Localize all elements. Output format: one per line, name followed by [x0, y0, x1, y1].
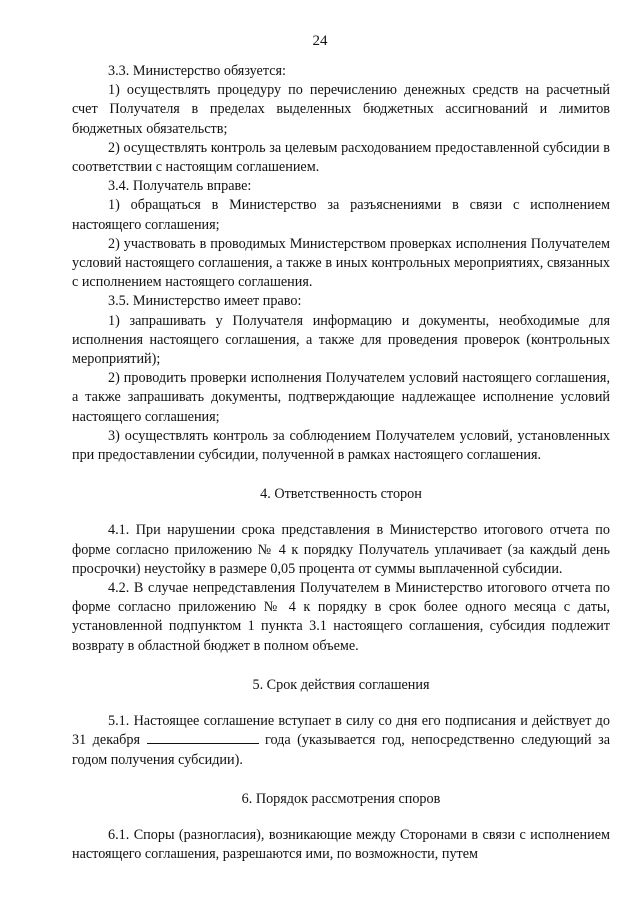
clause-4-1: 4.1. При нарушении срока представления в Министерство итогового отчета по форме согласно приложению № 4 к порядку Получатель уплачивает (за каждый день просрочки) неустойку в размере 0,05 процента от суммы выплаченной субсидии.	[72, 522, 610, 577]
clause-3-4-item-2: 2) участвовать в проводимых Министерством проверках исполнения Получателем условий настоящего соглашения, а также в иных контрольных мероприятиях, связанных с исполнением настоящего соглашения.	[72, 235, 610, 291]
clause-3-5-item-2: 2) проводить проверки исполнения Получателем условий настоящего соглашения, а также запрашивать документы, подтверждающие надлежащее исполнение условий настоящего соглашения;	[72, 370, 610, 425]
clause-4-2: 4.2. В случае непредставления Получателем в Министерство итогового отчета по форме согласно приложению № 4 к порядку в срок более одного месяца с даты, установленной подпунктом 1 пункта 3.1 настоящего соглашения, субсидия подлежит возврату в областной бюджет в полном объеме.	[72, 580, 610, 654]
clause-6-1: 6.1. Споры (разногласия), возникающие между Сторонами в связи с исполнением настоящего соглашения, разрешаются ими, по возможности, путем	[72, 826, 610, 863]
section-5-title: 5. Срок действия соглашения	[252, 676, 430, 693]
page-number: 24	[312, 33, 328, 49]
year-blank-line	[147, 731, 259, 744]
clause-5-1	[72, 712, 610, 770]
clause-3-5-item-3: 3) осуществлять контроль за соблюдением Получателем условий, установленных при предоставлении субсидии, полученной в рамках настоящего соглашения.	[72, 427, 610, 464]
clause-5-1-text-after: года (указывается год, непосредственно следующий за годом получения субсидии).	[72, 732, 610, 768]
clause-3-3-item-1: 1) осуществлять процедуру по перечислению денежных средств на расчетный счет Получателя в пределах выделенных бюджетных ассигнований и лимитов бюджетных обязательств;	[72, 82, 610, 137]
clause-3-3-item-2: 2) осуществлять контроль за целевым расходованием предоставленной субсидии в соответствии с настоящим соглашением.	[72, 139, 610, 176]
clause-5-1-text-before: 5.1. Настоящее соглашение вступает в силу со дня его подписания и действует до 31 декабря	[72, 713, 610, 749]
document-body	[72, 62, 610, 864]
clause-3-3-heading: 3.3. Министерство обязуется:	[108, 63, 286, 79]
section-6-title: 6. Порядок рассмотрения споров	[241, 790, 441, 807]
clause-3-5-heading: 3.5. Министерство имеет право:	[108, 293, 302, 310]
clause-3-4-heading: 3.4. Получатель вправе:	[108, 178, 252, 195]
section-4-title: 4. Ответственность сторон	[260, 486, 422, 503]
clause-3-4-item-1: 1) обращаться в Министерство за разъяснениями в связи с исполнением настоящего соглашения;	[72, 197, 610, 233]
clause-3-5-item-1: 1) запрашивать у Получателя информацию и документы, необходимые для исполнения настоящего соглашения, а также для проведения проверок (контрольных мероприятий);	[72, 312, 610, 368]
